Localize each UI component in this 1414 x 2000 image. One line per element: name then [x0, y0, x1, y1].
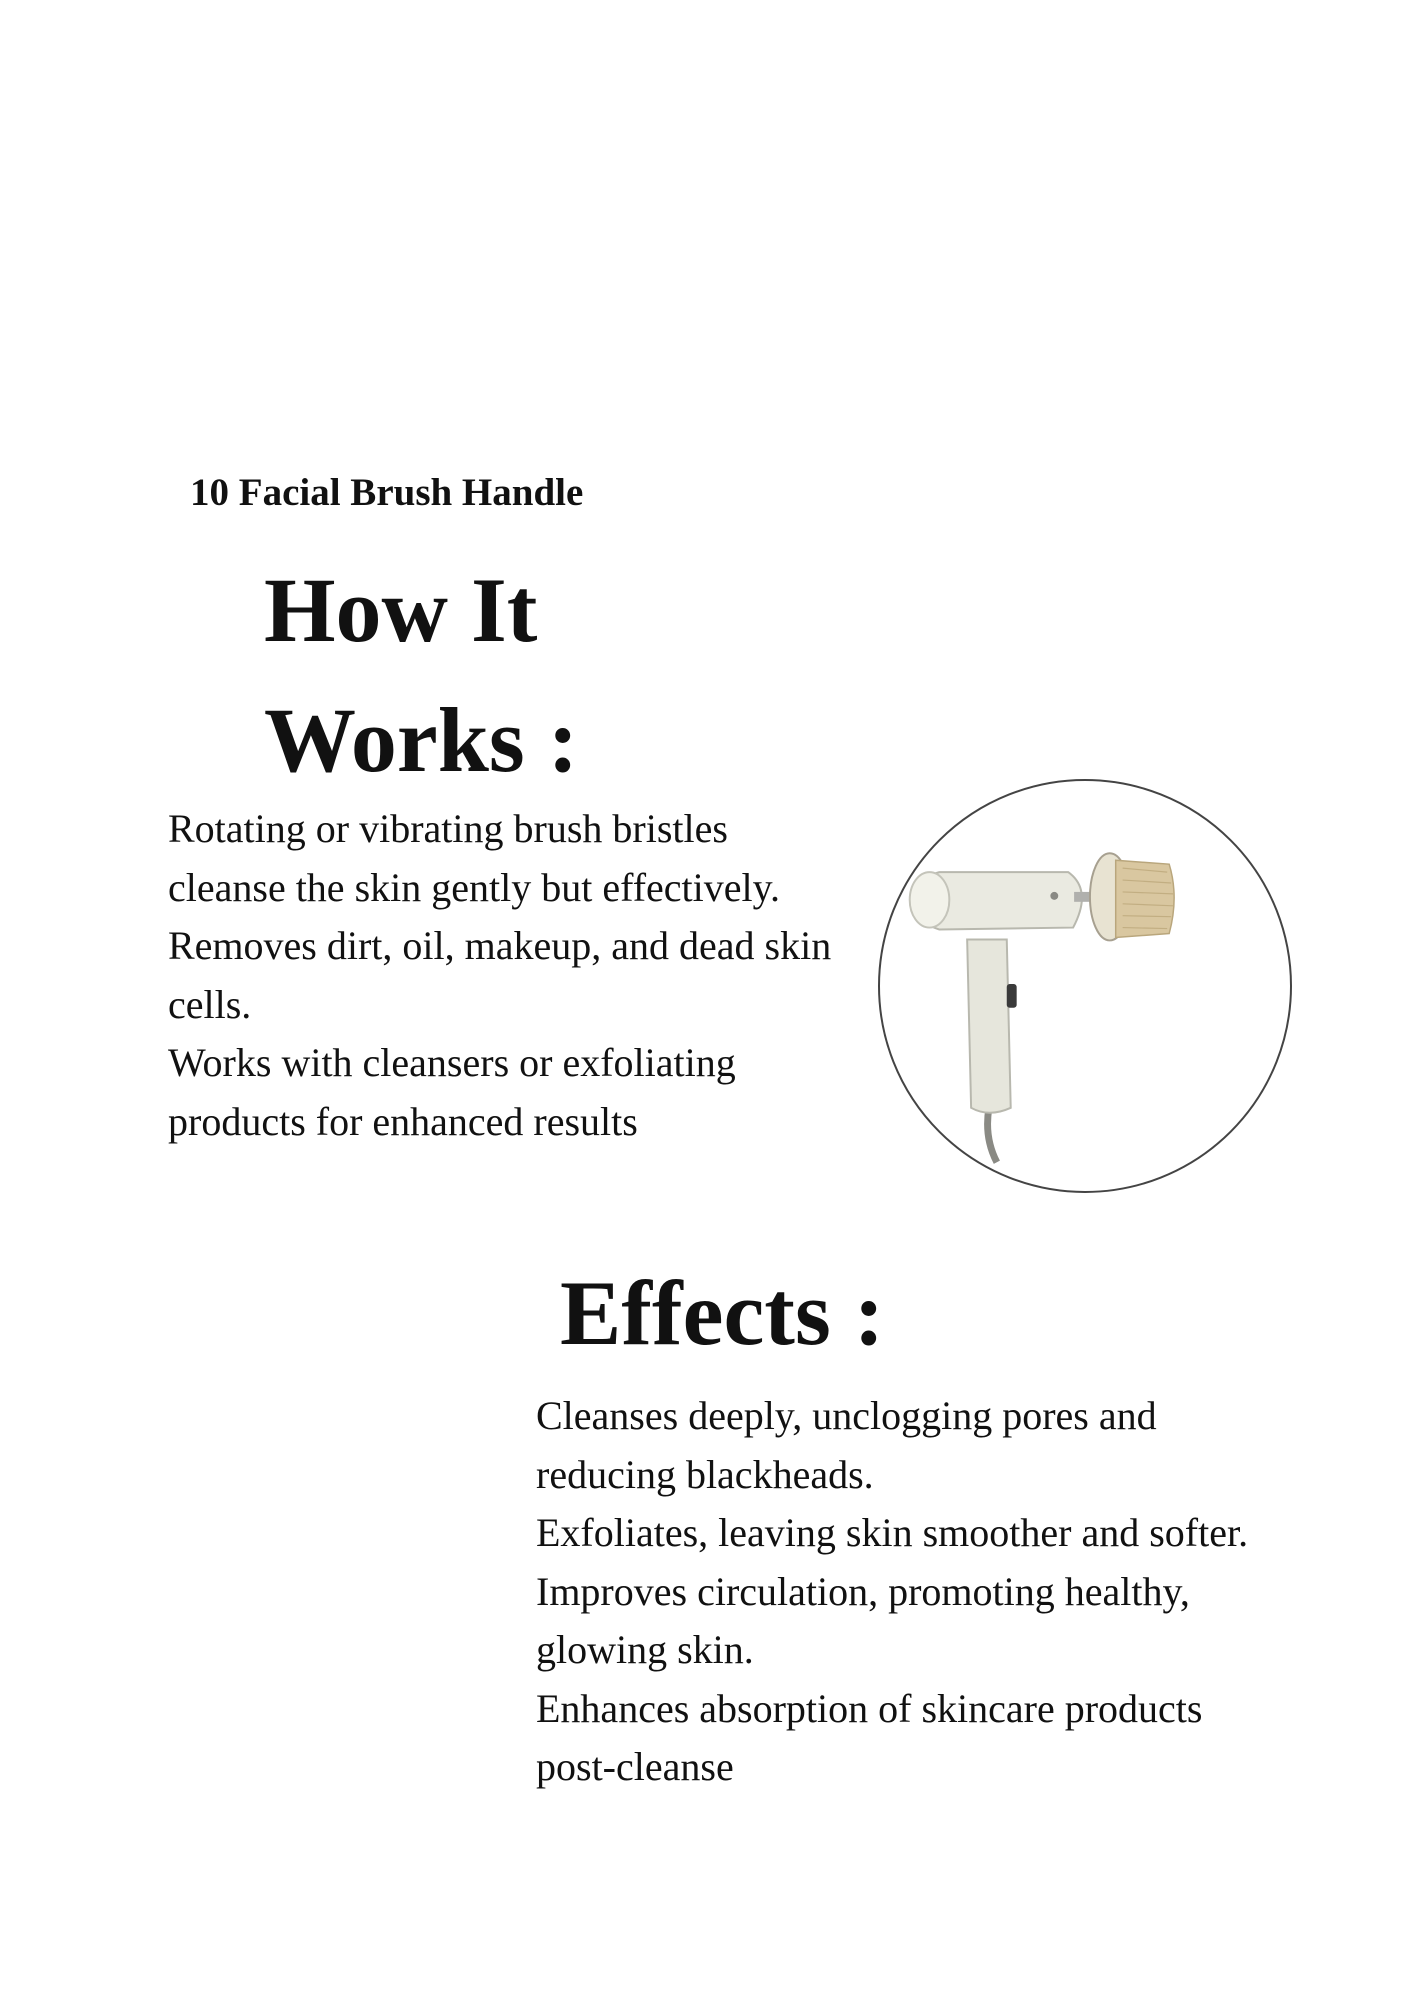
how-it-works-line: Works with cleansers or exfoliating products for enhanced results — [168, 1040, 736, 1144]
facial-brush-device-image — [878, 779, 1292, 1193]
effects-line: Improves circulation, promoting healthy, glowing skin. — [536, 1568, 1190, 1672]
how-it-works-line: Removes dirt, oil, makeup, and dead skin cells. — [168, 923, 832, 1027]
how-it-works-heading: How It Works : — [264, 559, 579, 791]
effects-line: Cleanses deeply, unclogging pores and reducing blackheads. — [536, 1393, 1157, 1497]
effects-heading: Effects : — [560, 1262, 885, 1364]
facial-brush-device-icon — [880, 781, 1290, 1191]
how-it-works-line: Rotating or vibrating brush bristles cleanse the skin gently but effectively. — [168, 806, 781, 910]
effects-text — [536, 1387, 1276, 1797]
effects-line: Enhances absorption of skincare products post-cleanse — [536, 1685, 1203, 1789]
document-subtitle: 10 Facial Brush Handle — [190, 471, 584, 514]
how-it-works-text — [168, 800, 848, 1151]
effects-line: Exfoliates, leaving skin smoother and softer. — [536, 1510, 1249, 1555]
